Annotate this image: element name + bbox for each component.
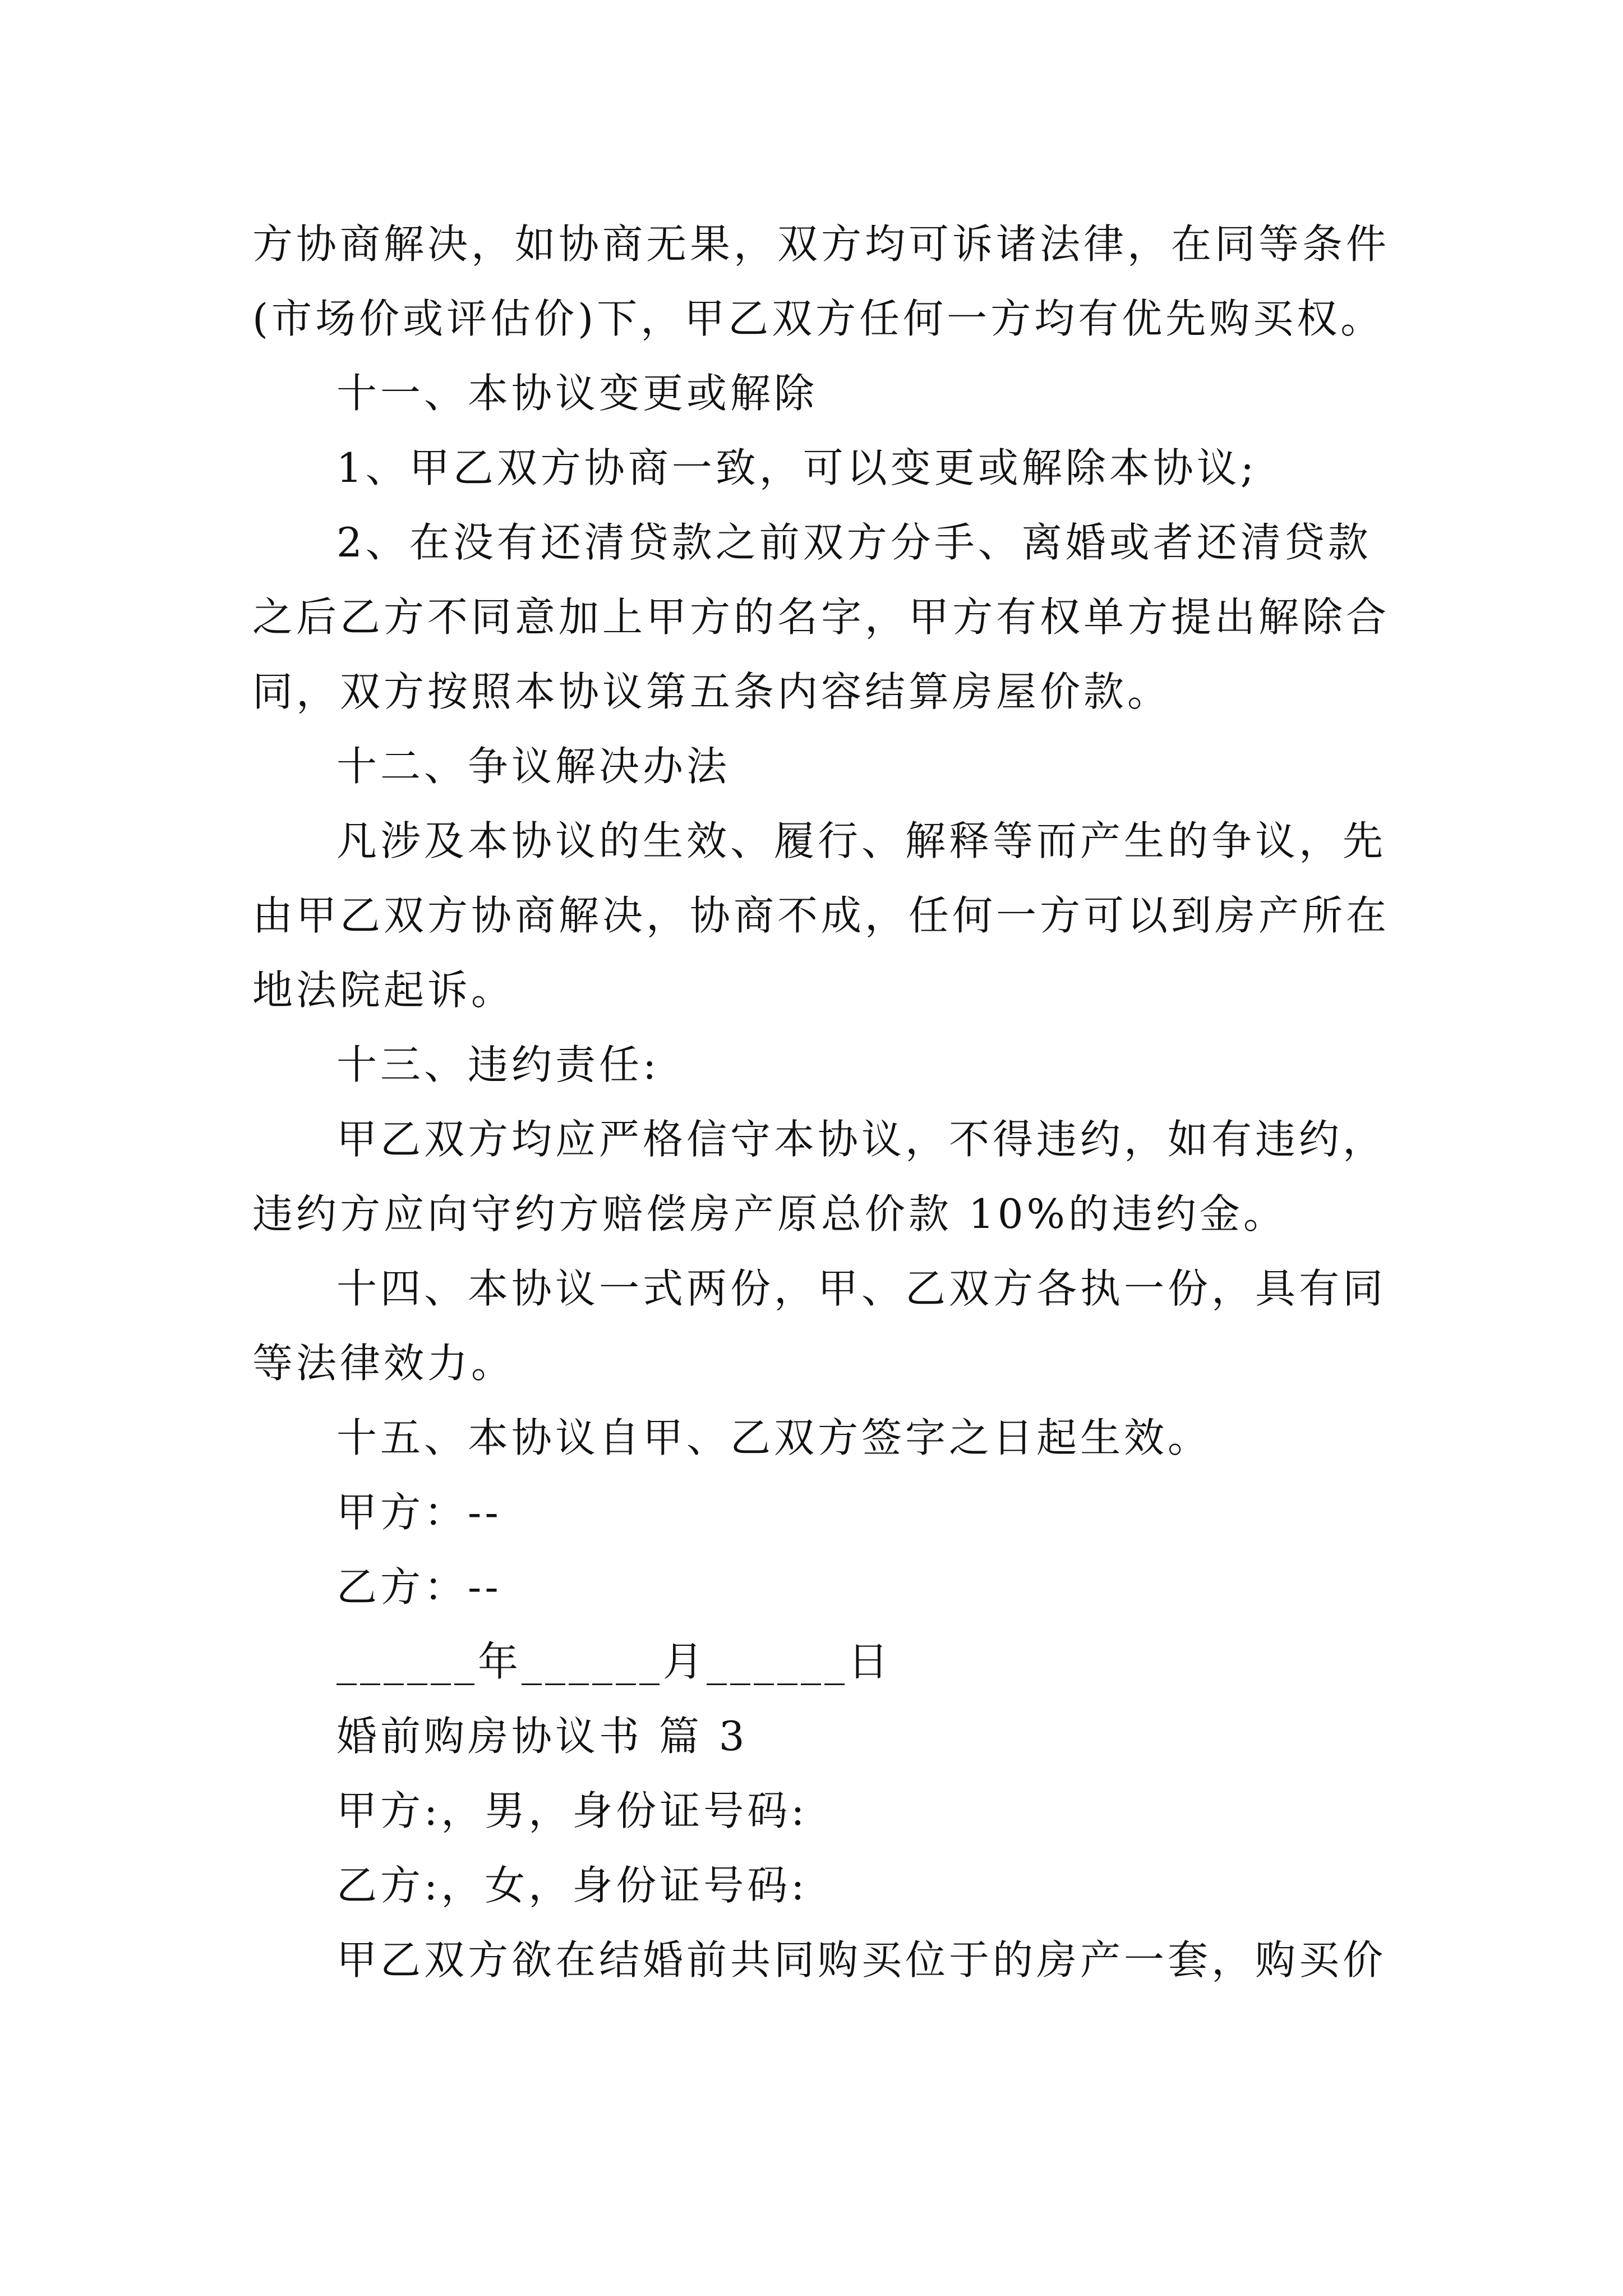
paragraph-line-13: 甲乙双方均应严格信守本协议，不得违约，如有违约， [336, 1116, 1387, 1163]
paragraph-line-16: 等法律效力。 [252, 1340, 515, 1387]
paragraph-line-1: 方协商解决，如协商无果，双方均可诉诸法律，在同等条件 [252, 220, 1390, 268]
clause-item-2: 2、在没有还清贷款之前双方分手、离婚或者还清贷款 [336, 519, 1372, 566]
party-a-signature-line: 甲方：-- [336, 1489, 502, 1536]
paragraph-line-2: (市场价或评估价)下，甲乙双方任何一方均有优先购买权。 [252, 295, 1385, 342]
party-b-signature-line: 乙方：-- [336, 1563, 502, 1611]
paragraph-line-9: 凡涉及本协议的生效、履行、解释等而产生的争议，先 [336, 817, 1387, 864]
paragraph-line-7: 同，双方按照本协议第五条内容结算房屋价款。 [252, 668, 1172, 715]
section-heading-13: 十三、违约责任: [336, 1041, 660, 1088]
paragraph-line-10: 由甲乙双方协商解决，协商不成，任何一方可以到房产所在 [252, 892, 1390, 939]
paragraph-line-14: 违约方应向守约方赔偿房产原总价款 10%的违约金。 [252, 1190, 1287, 1237]
date-line: ______年______月______日 [336, 1638, 892, 1685]
section-heading-14: 十四、本协议一式两份，甲、乙双方各执一份，具有同 [336, 1265, 1387, 1312]
agreement-title-3: 婚前购房协议书 篇 3 [336, 1713, 748, 1760]
section-heading-11: 十一、本协议变更或解除 [336, 370, 818, 417]
paragraph-line-11: 地法院起诉。 [252, 967, 515, 1014]
section-heading-15: 十五、本协议自甲、乙双方签字之日起生效。 [336, 1414, 1212, 1461]
section-heading-12: 十二、争议解决办法 [336, 743, 731, 790]
party-a-info: 甲方:，男，身份证号码: [336, 1787, 808, 1834]
clause-item-1: 1、甲乙双方协商一致，可以变更或解除本协议; [336, 444, 1258, 491]
party-b-info: 乙方:，女，身份证号码: [336, 1862, 808, 1909]
paragraph-line-6: 之后乙方不同意加上甲方的名字，甲方有权单方提出解除合 [252, 593, 1390, 641]
paragraph-line-24: 甲乙双方欲在结婚前共同购买位于的房产一套，购买价 [336, 1936, 1387, 1984]
